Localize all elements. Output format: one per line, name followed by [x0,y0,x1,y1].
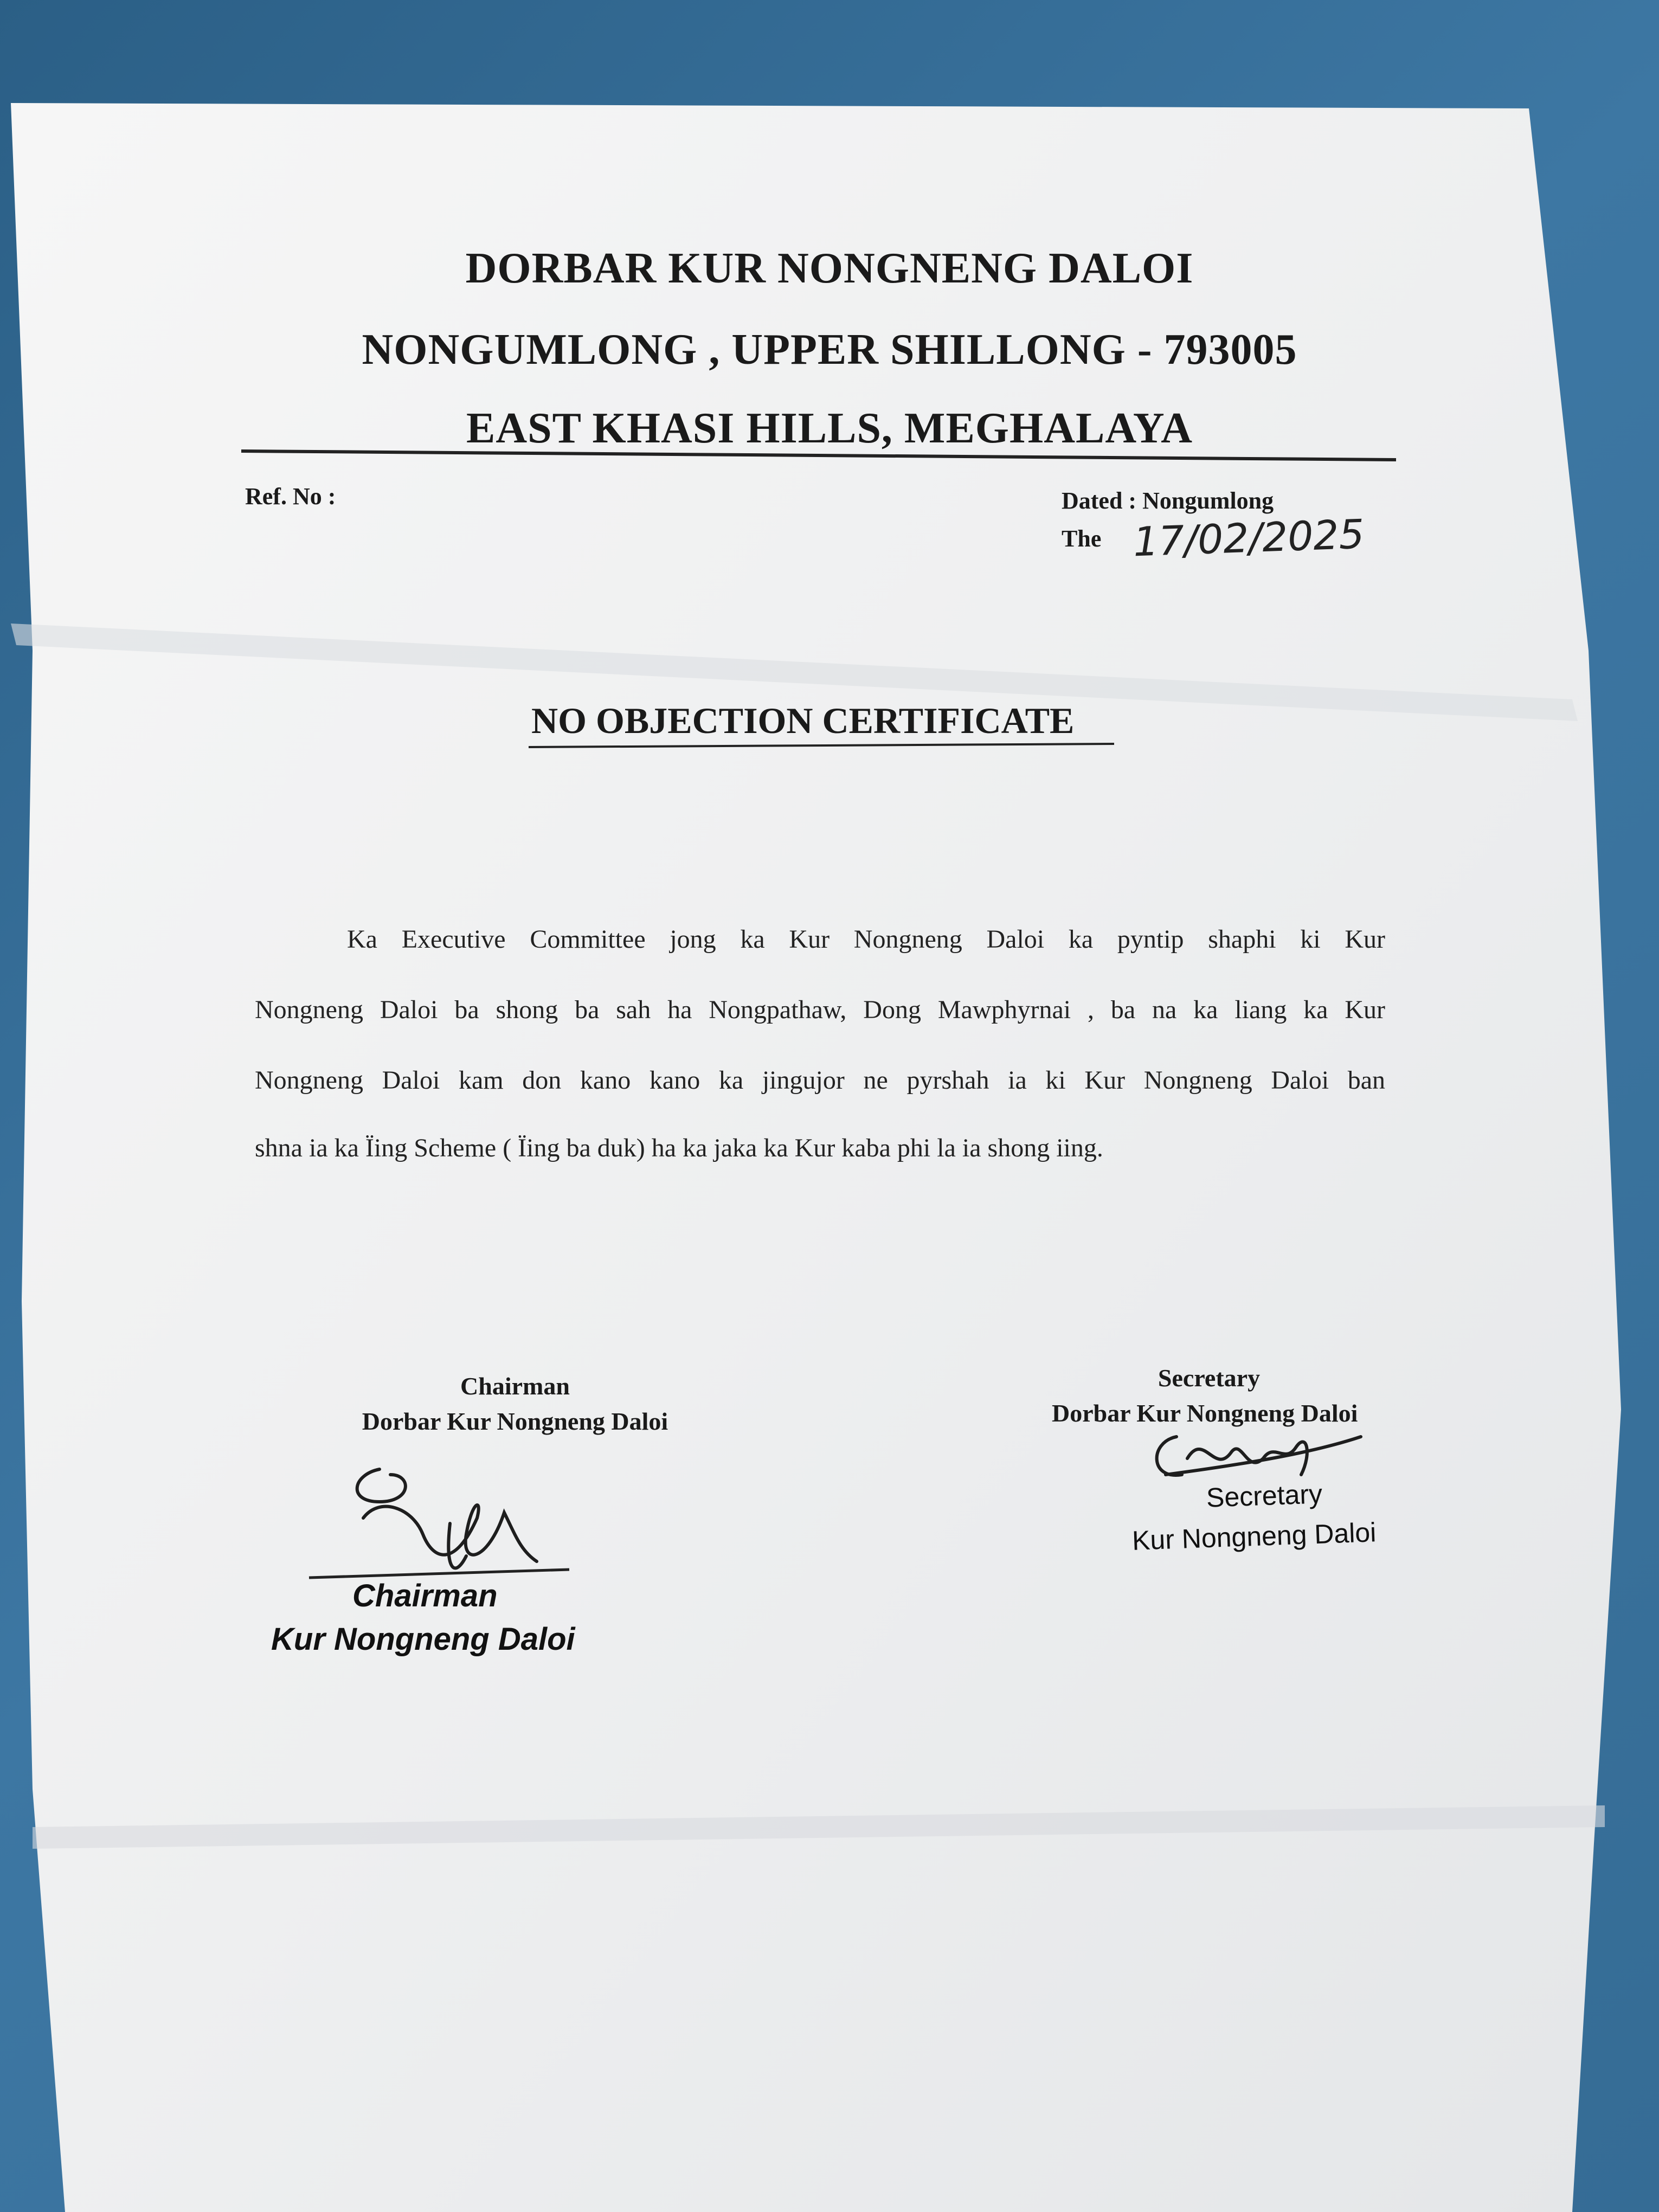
chairman-stamp-title: Chairman [352,1578,498,1613]
body-line-1: Ka Executive Committee jong ka Kur Nongneng Daloi ka pyntip shaphi ki Kur [347,925,1385,954]
secretary-stamp-title: Secretary [1206,1478,1323,1513]
header-line-3: EAST KHASI HILLS, MEGHALAYA [466,404,1193,452]
the-label: The [1062,525,1102,552]
secretary-title: Secretary [1158,1364,1261,1392]
handwritten-date: 17/02/2025 [1132,511,1365,566]
chairman-org: Dorbar Kur Nongneng Daloi [362,1407,668,1435]
chairman-stamp-org: Kur Nongneng Daloi [271,1622,575,1657]
secretary-org: Dorbar Kur Nongneng Daloi [1052,1399,1358,1427]
header-line-2: NONGUMLONG , UPPER SHILLONG - 793005 [362,326,1297,374]
dated-label: Dated : Nongumlong [1062,487,1274,514]
body-line-2: Nongneng Daloi ba shong ba sah ha Nongpathaw, Dong Mawphyrnai , ba na ka liang ka Kur [255,995,1385,1024]
body-line-3: Nongneng Daloi kam don kano kano ka jingujor ne pyrshah ia ki Kur Nongneng Daloi ban [255,1066,1385,1095]
chairman-title: Chairman [460,1372,570,1400]
body-line-4: shna ia ka Ïing Scheme ( Ïing ba duk) ha ka jaka ka Kur kaba phi la ia shong iing. [255,1134,1103,1162]
header-line-1: DORBAR KUR NONGNENG DALOI [465,245,1194,292]
secretary-stamp-org: Kur Nongneng Daloi [1131,1517,1377,1556]
ref-no-label: Ref. No : [245,483,336,510]
certificate-title: NO OBJECTION CERTIFICATE [531,700,1075,741]
